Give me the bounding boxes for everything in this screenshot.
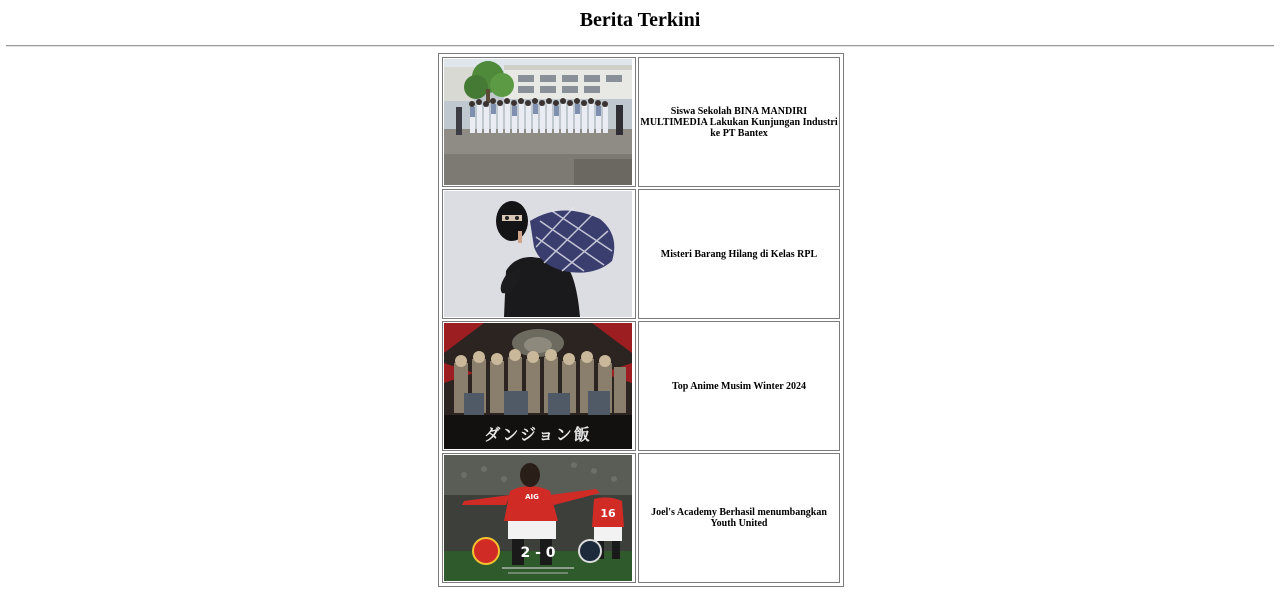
news-image-cell	[442, 57, 636, 187]
table-row	[442, 57, 840, 187]
football-player-image[interactable]	[444, 455, 632, 581]
news-image-cell	[442, 453, 636, 583]
news-image-cell	[442, 321, 636, 451]
news-headline[interactable]: Misteri Barang Hilang di Kelas RPL	[638, 189, 840, 319]
table-row	[442, 321, 840, 451]
news-headline[interactable]: Joel's Academy Berhasil menumbangkan Youth United	[638, 453, 840, 583]
group-photo-image[interactable]	[444, 59, 632, 185]
news-headline[interactable]: Top Anime Musim Winter 2024	[638, 321, 840, 451]
news-table	[438, 53, 844, 587]
anime-poster-image[interactable]	[444, 323, 632, 449]
anime-caption: ダンジョン飯	[484, 425, 592, 444]
player-number: 16	[600, 507, 616, 520]
table-row	[442, 189, 840, 319]
news-image-cell	[442, 189, 636, 319]
thief-image[interactable]	[444, 191, 632, 317]
news-headline[interactable]: Siswa Sekolah BINA MANDIRI MULTIMEDIA Lakukan Kunjungan Industri ke PT Bantex	[638, 57, 840, 187]
shirt-text: AIG	[525, 493, 539, 501]
table-row	[442, 453, 840, 583]
header-divider	[6, 45, 1274, 47]
page-title: Berita Terkini	[579, 9, 701, 31]
match-score: 2 - 0	[520, 545, 556, 561]
